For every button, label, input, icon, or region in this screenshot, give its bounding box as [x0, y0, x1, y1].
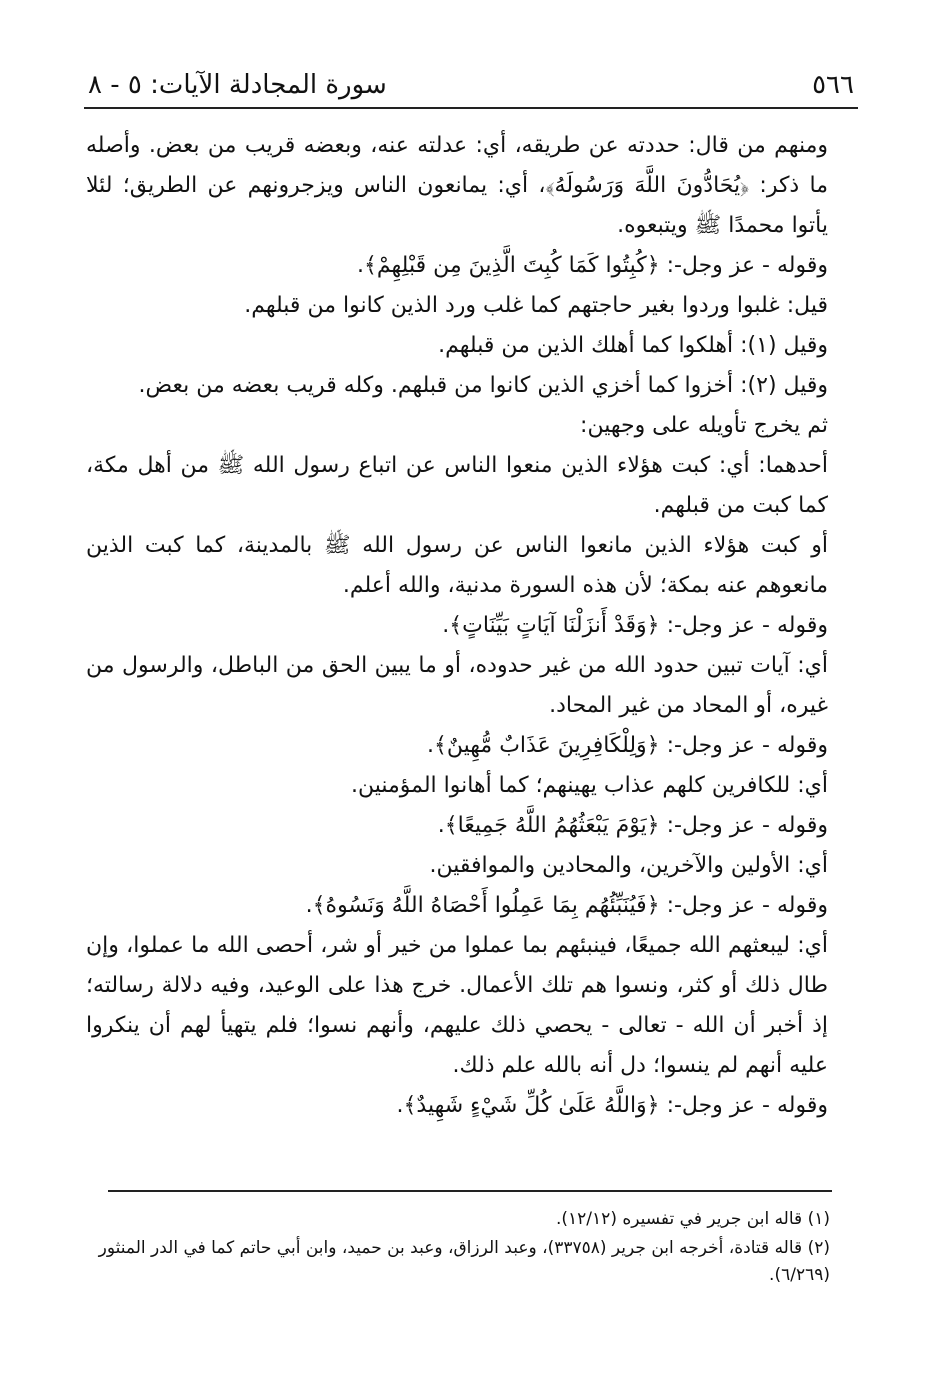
page-number: ٥٦٦ — [812, 70, 854, 100]
footnote: (١) قاله ابن جرير في تفسيره (١٢/١٢). — [556, 1209, 830, 1229]
paragraph: أي: ليبعثهم الله جميعًا، فينبئهم بما عملوا من خير أو شر، أحصى الله ما عملوا، وإن طال ذلك أو كثر، ونسوا هم تلك الأعمال. خرج هذا على الوعيد، وفيه دلالة رسالته؛ إذ أخبر أن الله - تعالى - يحصي ذلك عليهم، وأنهم نسوا؛ فلم يتهيأ لهم أن ينكروا عليه أنهم لم ينسوا؛ دل أنه بالله علم ذلك. — [86, 933, 828, 1078]
paragraph: أو كبت هؤلاء الذين مانعوا الناس عن رسول الله ﷺ بالمدينة، كما كبت الذين مانعوهم عنه بمكة؛ لأن هذه السورة مدنية، والله أعلم. — [86, 533, 828, 598]
running-header — [88, 62, 854, 102]
paragraph: قيل: غلبوا وردوا بغير حاجتهم كما غلب ورد الذين كانوا من قبلهم. — [244, 293, 828, 318]
paragraph: أحدهما: أي: كبت هؤلاء الذين منعوا الناس عن اتباع رسول الله ﷺ من أهل مكة، كما كبت من قبلهم. — [86, 453, 828, 518]
footnotes — [86, 1206, 830, 1291]
paragraph: أي: للكافرين كلهم عذاب يهينهم؛ كما أهانوا المؤمنين. — [350, 773, 828, 798]
paragraph: أي: الأولين والآخرين، والمحادين والموافقين. — [429, 853, 828, 878]
paragraph: وقوله - عز وجل-: ﴿وَاللَّهُ عَلَىٰ كُلِّ شَيْءٍ شَهِيدٌ﴾. — [396, 1093, 828, 1118]
main-text — [86, 126, 856, 1126]
paragraph: وقوله - عز وجل-: ﴿كُبِتُوا كَمَا كُبِتَ الَّذِينَ مِن قَبْلِهِمْ﴾. — [357, 253, 828, 278]
running-title: سورة المجادلة الآيات: ٥ - ٨ — [88, 70, 387, 100]
paragraph: وقيل (١): أهلكوا كما أهلك الذين من قبلهم. — [438, 333, 828, 358]
paragraph: أي: آيات تبين حدود الله من غير حدوده، أو ما يبين الحق من الباطل، والرسول من غيره، أو المحاد من غير المحاد. — [86, 653, 828, 718]
paragraph: وقوله - عز وجل-: ﴿وَقَدْ أَنزَلْنَا آيَاتٍ بَيِّنَاتٍ﴾. — [442, 613, 828, 638]
paragraph: وقيل (٢): أخزوا كما أخزي الذين كانوا من قبلهم. وكله قريب بعضه من بعض. — [138, 373, 828, 398]
footnote-divider — [108, 1190, 832, 1192]
header-divider — [84, 107, 858, 109]
footnote: (٢) قاله قتادة، أخرجه ابن جرير (٣٣٧٥٨)، وعبد الرزاق، وعبد بن حميد، وابن أبي حاتم كما في الدر المنثور (٦/٢٦٩). — [98, 1238, 830, 1285]
paragraph: وقوله - عز وجل-: ﴿وَلِلْكَافِرِينَ عَذَابٌ مُّهِينٌ﴾. — [427, 733, 828, 758]
paragraph: ثم يخرج تأويله على وجهين: — [580, 413, 828, 438]
paragraph: وقوله - عز وجل-: ﴿يَوْمَ يَبْعَثُهُمُ اللَّهُ جَمِيعًا﴾. — [437, 813, 828, 838]
paragraph: وقوله - عز وجل-: ﴿فَيُنَبِّئُهُم بِمَا عَمِلُوا أَحْصَاهُ اللَّهُ وَنَسُوهُ﴾. — [305, 893, 828, 918]
paragraph: ومنهم من قال: حددته عن طريقه، أي: عدلته عنه، وبعضه قريب من بعض. وأصله ما ذكر: ﴿يُحَادُّونَ اللَّهَ وَرَسُولَهُ﴾، أي: يمانعون الناس ويزجرونهم عن الطريق؛ لئلا يأتوا محمدًا ﷺ ويتبعوه. — [86, 133, 828, 238]
